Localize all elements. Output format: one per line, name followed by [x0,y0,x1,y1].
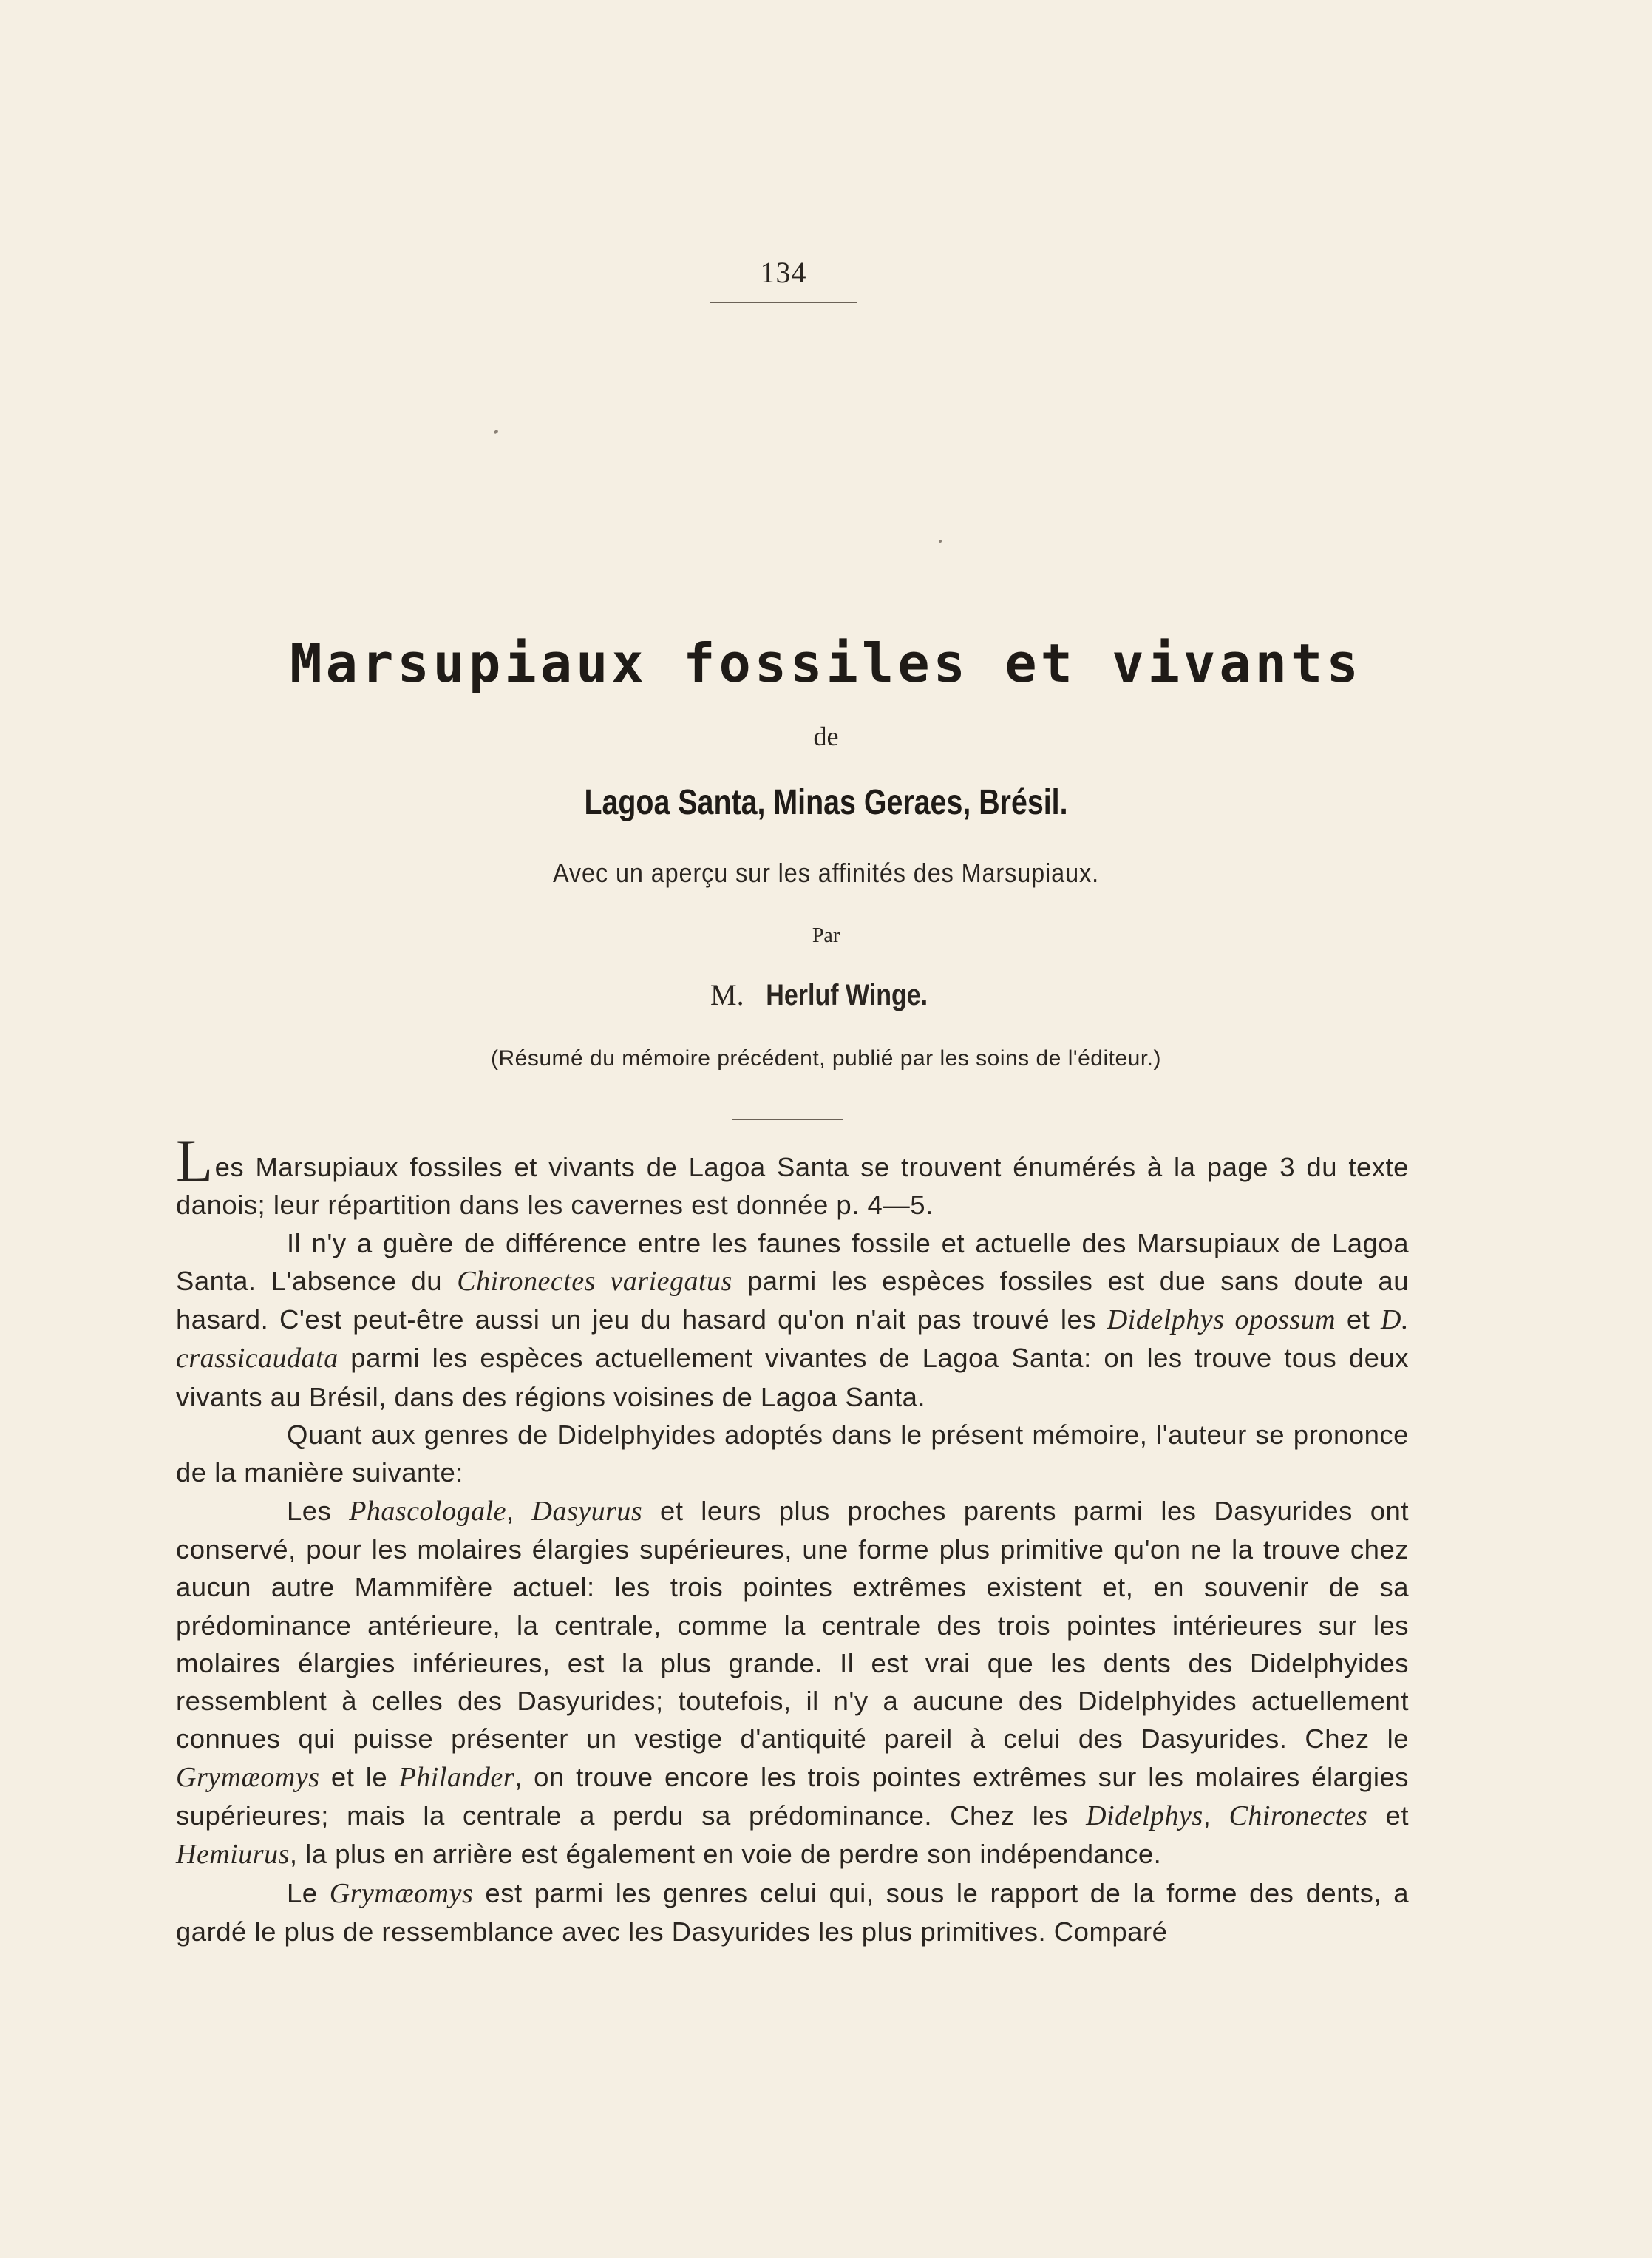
paragraph-text: Quant aux genres de Didelphyides adoptés dans le présent mémoire, l'auteur se prononce de la manière suivante: [176,1420,1409,1488]
subtitle-place: Lagoa Santa, Minas Geraes, Brésil. [584,783,1068,822]
paragraph-text: parmi les espèces fossiles est due sans doute au hasard. C'est peut-être aussi un jeu du hasard qu'on n'ait pas trouvé les [176,1265,1409,1335]
genus-name: Grymæomys [176,1761,320,1793]
genus-name: Phascologale [349,1495,507,1527]
species-name: Chironectes variegatus [457,1265,732,1297]
paragraph [176,1224,1409,1416]
genus-name: Chironectes [1228,1800,1368,1832]
species-name: D. crassicaudata [176,1304,1409,1374]
separator-rule [732,1119,843,1120]
article-title: Marsupiaux fossiles et vivants [290,632,1362,694]
body-text [176,1127,1409,1950]
paragraph [176,1874,1409,1951]
editor-note: (Résumé du mémoire précédent, publié par les soins de l'éditeur.) [490,1046,1161,1071]
paragraph-text: et le [319,1761,399,1792]
paragraph-text: es Marsupiaux fossiles et vivants de Lagoa Santa se trouvent énumérés à la page 3 du texte danois; leur répartition dans les cavernes est donnée p. 4—5. [176,1152,1409,1221]
drop-cap: L [176,1127,214,1194]
page-number: 134 [760,256,807,289]
paragraph-text: Les [287,1495,350,1526]
print-speck [939,540,942,543]
paragraph-text: , [506,1495,532,1526]
page-number-rule [710,302,857,303]
genus-name: Hemiurus [176,1839,290,1871]
paragraph-text: Il n'y a guère de différence entre les faunes fossile et actuelle des Marsupiaux de Lagoa Santa. L'absence du [176,1227,1409,1296]
paragraph [176,1127,1409,1224]
paragraph-text: , la plus en arrière est également en voie de perdre son indépendance. [289,1839,1162,1870]
genus-name: Didelphys [1086,1800,1203,1832]
paragraph [176,1416,1409,1492]
print-speck [493,430,498,435]
author-prefix: M. [710,978,744,1011]
paragraph-text: est parmi les genres celui qui, sous le rapport de la forme des dents, a gardé le plus de ressemblance avec les Dasyurides les plus primitives. Comparé [176,1877,1409,1947]
genus-name: Philander [398,1761,515,1793]
author-name: Herluf Winge. [765,979,928,1011]
genus-name: Grymæomys [329,1877,474,1909]
by-line-label: Par [812,924,840,947]
title-connector: de [813,722,839,751]
paragraph-text: , [1203,1800,1229,1831]
paragraph-text: Le [287,1877,330,1908]
author-line [0,977,1652,1012]
paragraph [176,1492,1409,1874]
paragraph-text: parmi les espèces actuellement vivantes de Lagoa Santa: on les trouve tous deux vivants au Brésil, dans des régions voisines de Lagoa Santa. [176,1343,1409,1412]
paragraph-text: et leurs plus proches parents parmi les Dasyurides ont conservé, pour les molaires élargies supérieures, une forme plus primitive qu'on ne la trouve chez aucun autre Mammifère actuel: les trois pointes extrêmes existent et, en souvenir de sa prédominance antérieure, la centrale, comme la centrale des trois pointes intérieures sur les molaires élargies inférieures, est la plus grande. Il est vrai que les dents des Didelphyides ressemblent à celles des Dasyurides; toutefois, il n'y a aucune des Didelphyides actuellement connues qui puisse présenter un vestige d'antiquité pareil à celui des Dasyurides. Chez le [176,1495,1409,1754]
paragraph-text: et [1336,1304,1381,1335]
species-name: Didelphys opossum [1107,1304,1336,1336]
paragraph-text: et [1367,1800,1409,1831]
genus-name: Dasyurus [531,1495,643,1527]
paragraph-text: , on trouve encore les trois pointes extrêmes sur les molaires élargies supérieures; mais la centrale a perdu sa prédominance. Chez les [176,1761,1409,1831]
subtitle-affinity: Avec un aperçu sur les affinités des Marsupiaux. [553,858,1099,888]
